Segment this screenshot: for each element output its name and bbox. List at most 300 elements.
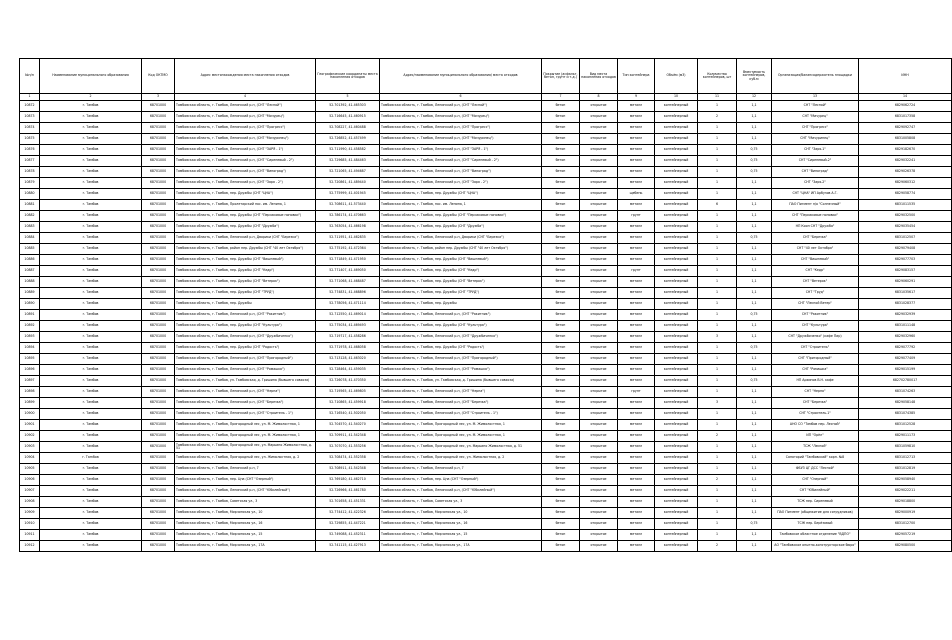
- table-cell: бетон: [542, 376, 580, 387]
- table-cell: ТСЖ "Лесной": [772, 442, 859, 453]
- table-cell: металл: [618, 475, 655, 486]
- table-row: [20, 475, 952, 486]
- table-cell: 10910: [20, 519, 40, 530]
- table-cell: 68701000: [142, 189, 175, 200]
- table-cell: 68701000: [142, 497, 175, 508]
- table-cell: Тамбовская область, г. Тамбов, Ленинский р-н, (СНТ "Ракитник"): [380, 310, 542, 321]
- table-cell: 1: [698, 497, 737, 508]
- table-cell: 10896: [20, 365, 40, 376]
- table-cell: Тамбовская область, г. Тамбов, пер. Дружбы (СНТ "Дружба"): [380, 222, 542, 233]
- table-cell: 10880: [20, 189, 40, 200]
- table-cell: 10873: [20, 112, 40, 123]
- table-cell: Тамбовская область, г. Тамбов, Ленинский р-н, (СНТ "Березка"): [380, 398, 542, 409]
- table-cell: Тамбовская область, г. Тамбов, пер. Дружбы (СНТ "Культура"): [175, 321, 316, 332]
- table-cell: контейнерный: [655, 321, 698, 332]
- table-cell: 1,1: [737, 299, 772, 310]
- table-row: [20, 321, 952, 332]
- table-cell: 68701000: [142, 508, 175, 519]
- table-cell: открытое: [580, 453, 618, 464]
- table-cell: металл: [618, 376, 655, 387]
- table-cell: 68701000: [142, 343, 175, 354]
- table-cell: 6829022211: [859, 486, 952, 497]
- table-cell: г. Тамбов: [40, 398, 142, 409]
- table-row: [20, 156, 952, 167]
- table-cell: 52.709911, 41.542348: [316, 431, 380, 442]
- table-cell: открытое: [580, 277, 618, 288]
- table-cell: г. Тамбов: [40, 387, 142, 398]
- table-cell: бетон: [542, 332, 580, 343]
- table-cell: 52.749088, 41.452311: [316, 530, 380, 541]
- table-row: [20, 277, 952, 288]
- table-cell: 6829032241: [859, 156, 952, 167]
- table-cell: 68701000: [142, 365, 175, 376]
- table-cell: 682702780017: [859, 376, 952, 387]
- table-row: [20, 255, 952, 266]
- table-cell: контейнерный: [655, 101, 698, 112]
- table-cell: металл: [618, 200, 655, 211]
- table-cell: контейнерный: [655, 189, 698, 200]
- table-cell: контейнерный: [655, 222, 698, 233]
- table-cell: 2: [698, 541, 737, 552]
- table-cell: бетон: [542, 365, 580, 376]
- table-cell: 10894: [20, 343, 40, 354]
- table-cell: металл: [618, 354, 655, 365]
- table-cell: СНТ "Труд": [772, 288, 859, 299]
- table-cell: бетон: [542, 222, 580, 233]
- table-cell: открытое: [580, 178, 618, 189]
- table-cell: 10876: [20, 145, 40, 156]
- column-number: 12: [737, 94, 772, 101]
- table-cell: металл: [618, 486, 655, 497]
- table-cell: 68701000: [142, 453, 175, 464]
- table-cell: контейнерный: [655, 365, 698, 376]
- table-cell: металл: [618, 420, 655, 431]
- table-cell: 68701000: [142, 519, 175, 530]
- table-cell: НП Кооп СНТ "Дружба": [772, 222, 859, 233]
- table-cell: 68701000: [142, 387, 175, 398]
- table-cell: 6831011148: [859, 321, 952, 332]
- table-cell: 10891: [20, 310, 40, 321]
- table-cell: контейнерный: [655, 431, 698, 442]
- table-cell: ИП "Орёл": [772, 431, 859, 442]
- table-cell: металл: [618, 365, 655, 376]
- table-cell: 1,1: [737, 409, 772, 420]
- table-cell: Тамбовская область, г. Тамбов, Ленинский р-н, (СНТ "Сиреневый - 2"): [175, 156, 316, 167]
- table-cell: контейнерный: [655, 200, 698, 211]
- table-cell: открытое: [580, 343, 618, 354]
- table-cell: г. Тамбов: [40, 255, 142, 266]
- table-row: [20, 288, 952, 299]
- table-cell: 1,1: [737, 453, 772, 464]
- table-cell: г. Тамбов: [40, 222, 142, 233]
- table-cell: 1,1: [737, 497, 772, 508]
- table-cell: бетон: [542, 453, 580, 464]
- table-cell: 68701000: [142, 266, 175, 277]
- column-number: 9: [618, 94, 655, 101]
- table-cell: 6831012819: [859, 464, 952, 475]
- table-body: [20, 101, 952, 552]
- table-cell: 1,1: [737, 332, 772, 343]
- table-cell: Тамбовская область, г. Тамбов, Мирчинская ул., 17А: [380, 541, 542, 552]
- table-cell: 1: [698, 255, 737, 266]
- waste-sites-table: [19, 58, 952, 552]
- column-header: Количество контейнеров, шт: [698, 59, 737, 94]
- table-cell: открытое: [580, 189, 618, 200]
- table-cell: г. Тамбов: [40, 145, 142, 156]
- table-cell: 1: [698, 233, 737, 244]
- table-cell: 1: [698, 508, 737, 519]
- table-cell: Тамбовская область, г. Тамбов, пер. Дружбы (СНТ "Ветерок"): [380, 277, 542, 288]
- table-cell: 52.726078, 41.470350: [316, 376, 380, 387]
- table-cell: 10912: [20, 541, 40, 552]
- table-cell: 6829032939: [859, 310, 952, 321]
- table-cell: 68701000: [142, 211, 175, 222]
- table-cell: Тамбовское областное отделение "ВДПО": [772, 530, 859, 541]
- table-cell: контейнерный: [655, 354, 698, 365]
- table-cell: бетон: [542, 156, 580, 167]
- table-row: [20, 453, 952, 464]
- table-cell: 52.775999, 41.401945: [316, 189, 380, 200]
- table-cell: контейнерный: [655, 530, 698, 541]
- table-cell: контейнерный: [655, 123, 698, 134]
- table-cell: 52.701392, 41.465303: [316, 101, 380, 112]
- table-cell: 10897: [20, 376, 40, 387]
- table-cell: Тамбовская область, г. Тамбов, Ленинский р-н, Дворики (СНТ "Березка"): [175, 233, 316, 244]
- table-row: [20, 486, 952, 497]
- column-header: Код ОКТМО: [142, 59, 175, 94]
- table-row: [20, 343, 952, 354]
- table-cell: 0,75: [737, 343, 772, 354]
- table-cell: Тамбовская область, г. Тамбов, Ленинский р-н, (СНТ "Виноград"): [380, 167, 542, 178]
- table-cell: Тамбовская область, г. Тамбов, пер. Дружбы (СНТ "Вишневый"): [175, 255, 316, 266]
- table-cell: 6829077792: [859, 343, 952, 354]
- table-cell: контейнерный: [655, 519, 698, 530]
- table-cell: г. Тамбов: [40, 354, 142, 365]
- table-cell: СНТ "Ракитник": [772, 310, 859, 321]
- table-cell: 52.726966, 41.461780: [316, 486, 380, 497]
- table-cell: 6829077703: [859, 255, 952, 266]
- table-cell: 1: [698, 266, 737, 277]
- table-cell: бетон: [542, 541, 580, 552]
- table-cell: 1,1: [737, 277, 772, 288]
- table-cell: 52.769180, 41.462710: [316, 475, 380, 486]
- table-cell: 1: [698, 376, 737, 387]
- table-cell: 6829058940: [859, 475, 952, 486]
- table-cell: открытое: [580, 497, 618, 508]
- table-cell: г. Тамбов: [40, 409, 142, 420]
- table-cell: г. Тамбов: [40, 365, 142, 376]
- column-number: 10: [655, 94, 698, 101]
- table-cell: г. Тамбов: [40, 266, 142, 277]
- table-cell: 6829058774: [859, 189, 952, 200]
- table-cell: АНО СО "Тамбов пер. Лесной": [772, 420, 859, 431]
- table-cell: металл: [618, 123, 655, 134]
- table-cell: контейнерный: [655, 332, 698, 343]
- table-cell: открытое: [580, 541, 618, 552]
- table-cell: 52.710865, 41.459918: [316, 398, 380, 409]
- table-cell: 52.716645, 41.460915: [316, 112, 380, 123]
- table-cell: 52.707070, 41.553256: [316, 442, 380, 453]
- table-cell: 52.713128, 41.463020: [316, 354, 380, 365]
- table-cell: 10911: [20, 530, 40, 541]
- table-cell: Тамбовская область, г. Тамбов, Пригородный лес, ул. М. Жимолостная, 1: [175, 420, 316, 431]
- table-cell: 0,75: [737, 310, 772, 321]
- table-cell: НП Архипов В.Н. кафе: [772, 376, 859, 387]
- column-number: 8: [580, 94, 618, 101]
- table-cell: 52.771407, 41.469050: [316, 266, 380, 277]
- table-cell: 1: [698, 442, 737, 453]
- table-cell: 2: [698, 475, 737, 486]
- table-cell: 1: [698, 145, 737, 156]
- table-cell: 10905: [20, 464, 40, 475]
- table-cell: бетон: [542, 497, 580, 508]
- table-cell: Тамбовская область, г. Тамбов, Ленинский р-н, (СНТ "Пригородный"): [175, 354, 316, 365]
- table-cell: 10907: [20, 486, 40, 497]
- table-cell: Тамбовская область, г. Тамбов, Ленинский р-н, (СНТ "Дружбиченко"): [175, 332, 316, 343]
- column-header: Вид места накопления отходов: [580, 59, 618, 94]
- table-cell: 6829079408: [859, 244, 952, 255]
- table-cell: контейнерный: [655, 376, 698, 387]
- table-cell: Тамбовская область, г. Тамбов, пер. Дружбы (СНТ "Радость"): [175, 343, 316, 354]
- table-cell: 1: [698, 134, 737, 145]
- table-cell: г. Тамбов: [40, 464, 142, 475]
- table-cell: открытое: [580, 112, 618, 123]
- table-cell: 10879: [20, 178, 40, 189]
- table-cell: Тамбовская область, г. Тамбов, ул. Тамбовская, д. Гришина (бывшего совхоза): [380, 376, 542, 387]
- table-cell: бетон: [542, 200, 580, 211]
- table-cell: г. Тамбов: [40, 200, 142, 211]
- table-cell: открытое: [580, 354, 618, 365]
- table-cell: металл: [618, 409, 655, 420]
- table-cell: 68701000: [142, 409, 175, 420]
- table-cell: ТСЖ пер. Сиреневый: [772, 497, 859, 508]
- table-cell: 52.774412, 41.422326: [316, 508, 380, 519]
- table-cell: металл: [618, 431, 655, 442]
- table-cell: 52.741115, 41.427913: [316, 541, 380, 552]
- table-cell: Тамбовская область, г. Тамбов, Ленинский р-н, (СНТ "Ромашка"): [380, 365, 542, 376]
- table-cell: Тамбовская область, г. Тамбов, Пригородный лес, ул. М. Жимолостная, 1: [380, 420, 542, 431]
- table-cell: контейнерный: [655, 178, 698, 189]
- table-cell: г. Тамбов: [40, 530, 142, 541]
- column-header: Географические координаты места накопления отходов: [316, 59, 380, 94]
- table-cell: бетон: [542, 442, 580, 453]
- table-cell: контейнерный: [655, 508, 698, 519]
- table-cell: контейнерный: [655, 211, 698, 222]
- table-row: [20, 167, 952, 178]
- table-row: [20, 222, 952, 233]
- table-cell: открытое: [580, 101, 618, 112]
- table-cell: Тамбовская область, г. Тамбов, Ленинский р-н, (СНТ "Прогресс"): [175, 123, 316, 134]
- table-cell: бетон: [542, 167, 580, 178]
- table-cell: металл: [618, 541, 655, 552]
- table-cell: 10883: [20, 222, 40, 233]
- table-cell: Тамбовская область, г. Тамбов, Ленинский р-н, 7: [175, 464, 316, 475]
- table-cell: контейнерный: [655, 475, 698, 486]
- table-cell: 1: [698, 211, 737, 222]
- table-cell: открытое: [580, 200, 618, 211]
- table-cell: 1: [698, 409, 737, 420]
- table-cell: 68701000: [142, 200, 175, 211]
- table-cell: контейнерный: [655, 156, 698, 167]
- table-cell: бетон: [542, 211, 580, 222]
- table-cell: г. Тамбов: [40, 541, 142, 552]
- table-cell: 1,1: [737, 321, 772, 332]
- column-header: Вместимость контейнеров, куб.м: [737, 59, 772, 94]
- table-cell: контейнерный: [655, 167, 698, 178]
- table-cell: СНТ "Мичурец": [772, 112, 859, 123]
- table-cell: 0,75: [737, 519, 772, 530]
- table-cell: металл: [618, 310, 655, 321]
- table-cell: 68701000: [142, 288, 175, 299]
- table-cell: Тамбовская область, г. Тамбов, Пригородный лес, ул. М. Жимолостная, 1: [175, 431, 316, 442]
- table-cell: открытое: [580, 233, 618, 244]
- table-cell: 10886: [20, 255, 40, 266]
- table-cell: грунт: [618, 387, 655, 398]
- table-cell: 52.711951, 41.462835: [316, 233, 380, 244]
- table-cell: 1: [698, 387, 737, 398]
- table-cell: бетон: [542, 321, 580, 332]
- column-number: 14: [859, 94, 952, 101]
- table-cell: 6829015199: [859, 365, 952, 376]
- table-cell: открытое: [580, 134, 618, 145]
- table-cell: контейнерный: [655, 442, 698, 453]
- table-cell: металл: [618, 233, 655, 244]
- table-cell: бетон: [542, 398, 580, 409]
- table-cell: Тамбовская область, г. Тамбов, Мирчинская ул., 15: [175, 530, 316, 541]
- table-cell: открытое: [580, 255, 618, 266]
- table-cell: 1: [698, 310, 737, 321]
- column-header: Тип контейнера: [618, 59, 655, 94]
- table-cell: 1,1: [737, 387, 772, 398]
- table-cell: 68701000: [142, 123, 175, 134]
- table-cell: 52.774831, 41.468896: [316, 288, 380, 299]
- table-cell: бетон: [542, 409, 580, 420]
- table-cell: 52.775034, 41.469493: [316, 321, 380, 332]
- table-cell: 6829062724: [859, 101, 952, 112]
- table-cell: 1: [698, 101, 737, 112]
- table-cell: 52.712550, 41.469014: [316, 310, 380, 321]
- table-cell: 6831028377: [859, 299, 952, 310]
- table-cell: 10902: [20, 431, 40, 442]
- table-cell: 68701000: [142, 420, 175, 431]
- table-cell: 52.716540, 41.502050: [316, 409, 380, 420]
- table-cell: 68701000: [142, 310, 175, 321]
- table-cell: ФБУЗ ЦГ ДСС "Лесной": [772, 464, 859, 475]
- table-row: [20, 332, 952, 343]
- table-cell: Тамбовская область, г. Тамбов, Мирчинская ул., 10: [175, 508, 316, 519]
- table-cell: СНТ "Нерпа": [772, 387, 859, 398]
- table-cell: открытое: [580, 211, 618, 222]
- table-cell: ПАО Пигмент (общежитие для сотрудников): [772, 508, 859, 519]
- table-cell: бетон: [542, 233, 580, 244]
- table-cell: Тамбовская область, г. Тамбов, район пер. Дружбы (СНТ "40 лет Октября"): [175, 244, 316, 255]
- table-cell: Тамбовская область, г. Тамбов, Ленинский р-н, (СНТ "Мичурец"): [175, 112, 316, 123]
- table-cell: г. Тамбов: [40, 431, 142, 442]
- table-cell: 1,1: [737, 123, 772, 134]
- table-cell: контейнерный: [655, 310, 698, 321]
- table-cell: СНТ "Березка": [772, 398, 859, 409]
- table-cell: 68701000: [142, 486, 175, 497]
- table-cell: контейнерный: [655, 387, 698, 398]
- table-cell: 6829077409: [859, 354, 952, 365]
- table-row: [20, 519, 952, 530]
- table-cell: Тамбовская область, г. Тамбов, пер. Дружбы (СНТ "ТРУД"): [380, 288, 542, 299]
- table-cell: Санаторий "Тамбовский" корп. №8: [772, 453, 859, 464]
- table-cell: 10908: [20, 497, 40, 508]
- table-cell: 6829032960: [859, 332, 952, 343]
- table-cell: 1,1: [737, 288, 772, 299]
- table-cell: Тамбовская область, г. Тамбов, пер. Дружбы (СНТ "Кедр"): [380, 266, 542, 277]
- table-cell: бетон: [542, 266, 580, 277]
- table-cell: контейнерный: [655, 112, 698, 123]
- table-cell: 68701000: [142, 112, 175, 123]
- table-cell: бетон: [542, 123, 580, 134]
- table-cell: бетон: [542, 134, 580, 145]
- table-cell: 1,1: [737, 211, 772, 222]
- table-cell: ПАО Пигмент п/о "Солнечный": [772, 200, 859, 211]
- table-cell: г. Тамбов: [40, 288, 142, 299]
- table-cell: бетон: [542, 343, 580, 354]
- table-cell: металл: [618, 156, 655, 167]
- table-cell: 68701000: [142, 233, 175, 244]
- table-cell: 68701000: [142, 178, 175, 189]
- table-cell: бетон: [542, 310, 580, 321]
- table-row: [20, 442, 952, 453]
- table-cell: металл: [618, 255, 655, 266]
- table-cell: металл: [618, 222, 655, 233]
- table-cell: СНТ "Ромашка": [772, 365, 859, 376]
- table-cell: бетон: [542, 475, 580, 486]
- table-cell: открытое: [580, 464, 618, 475]
- table-cell: контейнерный: [655, 398, 698, 409]
- column-number: 11: [698, 94, 737, 101]
- table-cell: 6: [698, 200, 737, 211]
- table-cell: г. Тамбов: [40, 475, 142, 486]
- table-cell: 0,75: [737, 167, 772, 178]
- table-cell: СНТ "Прогресс": [772, 123, 859, 134]
- column-header: №п/п: [20, 59, 40, 94]
- table-cell: 1,1: [737, 112, 772, 123]
- table-cell: г. Тамбов: [40, 299, 142, 310]
- table-cell: г. Тамбов: [40, 123, 142, 134]
- table-cell: г. Тамбов: [40, 233, 142, 244]
- table-cell: 6829083157: [859, 266, 952, 277]
- table-cell: 52.708227, 41.460488: [316, 123, 380, 134]
- table-cell: 0,75: [737, 145, 772, 156]
- table-cell: 10882: [20, 211, 40, 222]
- table-cell: контейнерный: [655, 486, 698, 497]
- table-cell: 52.720861, 41.489440: [316, 178, 380, 189]
- table-cell: 52.719717, 41.458286: [316, 332, 380, 343]
- table-cell: 1,1: [737, 486, 772, 497]
- table-cell: контейнерный: [655, 266, 698, 277]
- table-cell: 1: [698, 178, 737, 189]
- table-cell: Тамбовская область, г. Тамбов, пер. Дружбы (СНТ "Персиковые поповки"): [380, 211, 542, 222]
- table-cell: г. Тамбов: [40, 101, 142, 112]
- table-cell: 6829018800: [859, 497, 952, 508]
- table-cell: открытое: [580, 244, 618, 255]
- table-cell: 68701000: [142, 222, 175, 233]
- table-row: [20, 145, 952, 156]
- table-cell: 6829000919: [859, 508, 952, 519]
- table-cell: 1: [698, 299, 737, 310]
- table-cell: 68701000: [142, 156, 175, 167]
- table-cell: Тамбовская область, г. Тамбов, пер. Дружбы (СНТ "ТРУД"): [175, 288, 316, 299]
- table-cell: Тамбовская область, г. Тамбов, Ленинский р-н, (СНТ "Мичуринец"): [380, 134, 542, 145]
- table-cell: Тамбовская область, г. Тамбов, район пер. Дружбы (СНТ "40 лет Октября"): [380, 244, 542, 255]
- table-cell: 6831012700: [859, 519, 952, 530]
- column-header: ИНН: [859, 59, 952, 94]
